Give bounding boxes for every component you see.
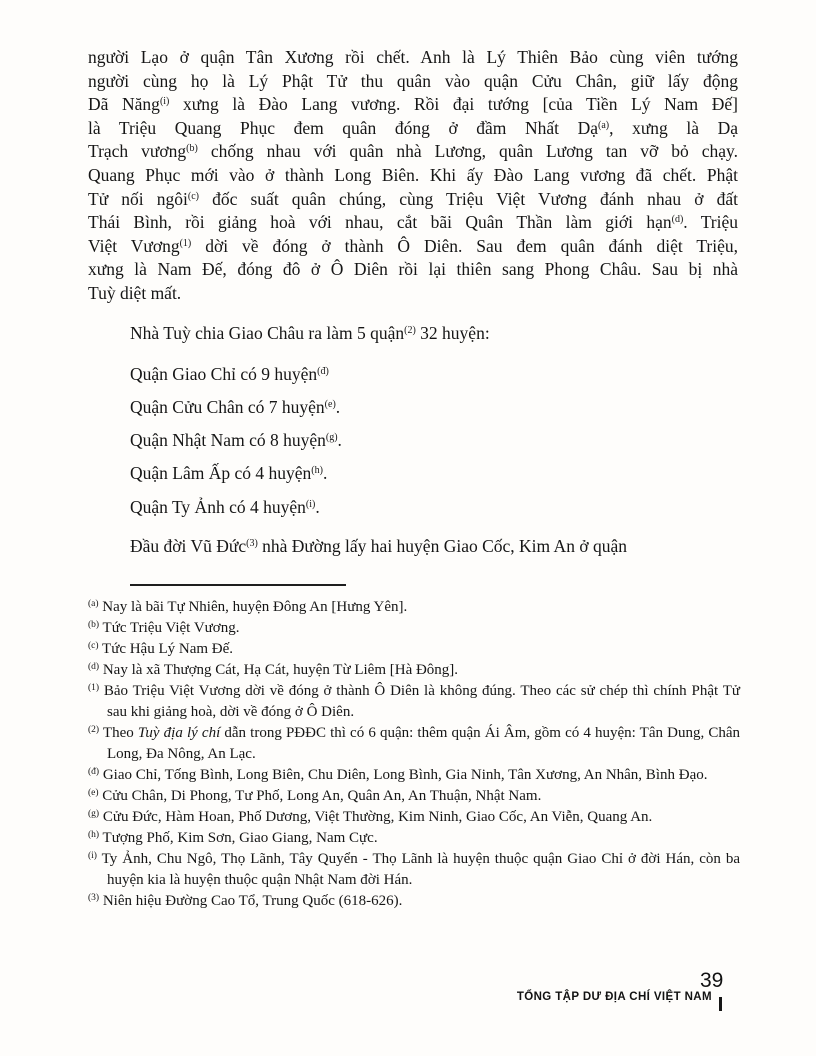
paragraph-line: người cùng họ là Lý Phật Tử thu quân vào quận Cửu Chân, giữ lấy động bbox=[88, 70, 738, 91]
paragraph-line: Việt Vương$^{(1)}$ dời về đóng ở thành Ô Diên. Sau đem quân đánh diệt Triệu, bbox=[88, 235, 738, 256]
footnote-item: $^{(3)}$ Niên hiệu Đường Cao Tổ, Trung Quốc (618-626). bbox=[88, 893, 403, 909]
quan-list-item: Quận Lâm Ấp có 4 huyện$^{(h)}$. bbox=[130, 463, 328, 484]
footnote-marker: (b) bbox=[88, 620, 100, 630]
page-number-tick bbox=[719, 997, 722, 1011]
footnote-marker: (i) bbox=[88, 851, 97, 861]
footnotes-section bbox=[88, 584, 740, 912]
footnote-item: $^{(c)}$ Tức Hậu Lý Nam Đế. bbox=[88, 641, 234, 657]
footnote-marker: (c) bbox=[88, 641, 99, 651]
footnote-item: $^{(b)}$ Tức Triệu Việt Vương. bbox=[88, 620, 240, 636]
closing-line: Đầu đời Vũ Đức$^{(3)}$ nhà Đường lấy hai huyện Giao Cốc, Kim An ở quận bbox=[130, 536, 627, 557]
quan-list-item: Quận Cửu Chân có 7 huyện$^{(e)}$. bbox=[130, 397, 341, 418]
intro-line: Nhà Tuỳ chia Giao Châu ra làm 5 quận$^{(2)}$ 32 huyện: bbox=[130, 322, 490, 343]
footnote-separator bbox=[130, 584, 346, 586]
footnote-item: $^{(1)}$ Bảo Triệu Việt Vương dời về đóng ở thành Ô Diên là không đúng. Theo các sử chép thì chính Phật Tử sau khi giảng hoà, dời về đóng ở Ô Diên. bbox=[88, 683, 740, 720]
footnote-marker: (đ) bbox=[88, 767, 100, 777]
footnote-item: $^{(đ)}$ Giao Chỉ, Tống Bình, Long Biên, Chu Diên, Long Bình, Gia Ninh, Tân Xương, An Nhân, Bình Đạo. bbox=[88, 767, 708, 783]
footnote-marker: (d) bbox=[88, 662, 100, 672]
footnote-item: $^{(h)}$ Tượng Phố, Kim Sơn, Giao Giang, Nam Cực. bbox=[88, 830, 378, 846]
paragraph-line: Quang Phục mới vào ở thành Long Biên. Khi ấy Đào Lang vương đã chết. Phật bbox=[88, 164, 738, 185]
quan-list bbox=[88, 363, 738, 519]
paragraph-line: là Triệu Quang Phục đem quân đóng ở đầm Nhất Dạ$^{(a)}$, xưng là Dạ bbox=[88, 117, 738, 138]
footnote-item: $^{(2)}$ Theo Tuỳ địa lý chí dẫn trong PĐĐC thì có 6 quận: thêm quận Ái Âm, gồm có 4 huyện: Tân Dung, Chân Long, Đa Nông, An Lạc. bbox=[88, 725, 740, 762]
paragraph-line: người Lạo ở quận Tân Xương rồi chết. Anh là Lý Thiên Bảo cùng viên tướng bbox=[88, 47, 738, 67]
footnote-list bbox=[88, 597, 740, 912]
paragraph-line: Dã Năng$^{(i)}$ xưng là Đào Lang vương. Rồi đại tướng [của Tiền Lý Nam Đế] bbox=[88, 94, 739, 115]
paragraph-line: Tử nối ngôi$^{(c)}$ đốc suất quân chúng, cùng Triệu Việt Vương đánh nhau ở đất bbox=[88, 188, 738, 209]
footnote-marker: (2) bbox=[88, 725, 100, 735]
footnote-item: $^{(i)}$ Ty Ảnh, Chu Ngô, Thọ Lãnh, Tây Quyển - Thọ Lãnh là huyện thuộc quận Giao Chỉ ở đời Hán, còn ba huyện kia là huyện thuộc quận Nhật Nam đời Hán. bbox=[88, 851, 740, 888]
footnote-item: $^{(d)}$ Nay là xã Thượng Cát, Hạ Cát, huyện Từ Liêm [Hà Đông]. bbox=[88, 662, 459, 678]
paragraph-line: Thái Bình, rồi giảng hoà với nhau, cắt bãi Quân Thần làm giới hạn$^{(d)}$. Triệu bbox=[88, 212, 739, 233]
quan-list-item: Quận Giao Chỉ có 9 huyện$^{(đ)}$ bbox=[130, 364, 329, 385]
footnote-marker: (h) bbox=[88, 830, 100, 840]
quan-list-item: Quận Ty Ảnh có 4 huyện$^{(i)}$. bbox=[130, 496, 320, 517]
paragraph-line: Trạch vương$^{(b)}$ chống nhau với quân nhà Lương, quân Lương tan vỡ bỏ chạy. bbox=[88, 141, 738, 162]
footnote-marker: (g) bbox=[88, 809, 100, 819]
quan-list-item: Quận Nhật Nam có 8 huyện$^{(g)}$. bbox=[130, 430, 342, 451]
paragraph-main bbox=[88, 46, 738, 306]
page-number: 39 bbox=[700, 969, 724, 992]
footer-imprint: TỔNG TẬP DƯ ĐỊA CHÍ VIỆT NAM bbox=[516, 991, 712, 1003]
footnote-item: $^{(g)}$ Cửu Đức, Hàm Hoan, Phố Dương, Việt Thường, Kim Ninh, Giao Cốc, An Viễn, Quang An. bbox=[88, 809, 653, 825]
footnote-item: $^{(a)}$ Nay là bãi Tự Nhiên, huyện Đông An [Hưng Yên]. bbox=[88, 599, 408, 615]
footnote-marker: (3) bbox=[88, 893, 100, 903]
footnote-marker: (a) bbox=[88, 599, 99, 609]
main-text bbox=[88, 46, 738, 559]
footnote-marker: (e) bbox=[88, 788, 99, 798]
paragraph-line: Tuỳ diệt mất. bbox=[88, 282, 182, 303]
paragraph-line: xưng là Nam Đế, đóng đô ở Ô Diên rồi lại thiên sang Phong Châu. Sau bị nhà bbox=[88, 259, 738, 280]
footnote-item: $^{(e)}$ Cửu Chân, Di Phong, Tư Phố, Long An, Quân An, An Thuận, Nhật Nam. bbox=[88, 788, 542, 804]
footnote-marker: (1) bbox=[88, 683, 100, 693]
